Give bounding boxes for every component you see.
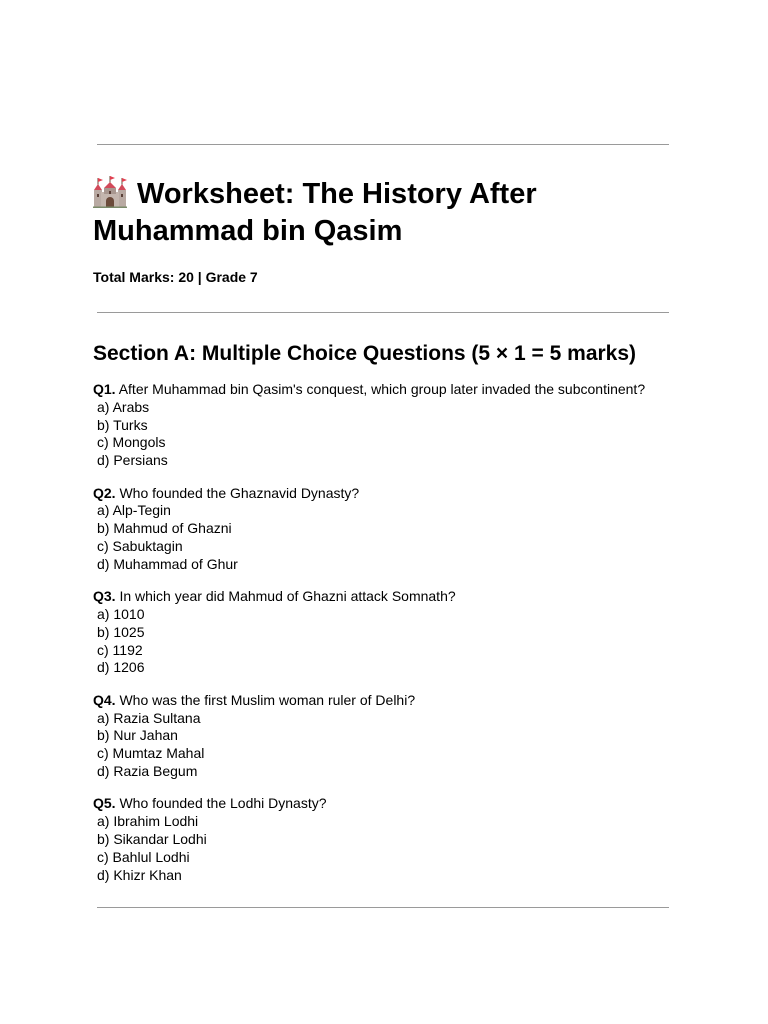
option-b: b) Sikandar Lodhi xyxy=(97,830,207,847)
question-number: Q5. xyxy=(93,795,116,812)
question-text: After Muhammad bin Qasim's conquest, which group later invaded the subcontinent? xyxy=(118,381,646,397)
option-a: a) 1010 xyxy=(97,605,145,622)
option-c: c) Mongols xyxy=(97,434,166,451)
option-a: a) Ibrahim Lodhi xyxy=(97,813,199,830)
option-d: d) Muhammad of Ghur xyxy=(97,555,238,572)
option-a: a) Razia Sultana xyxy=(97,709,201,726)
option-b: b) Turks xyxy=(97,416,148,433)
question-number: Q2. xyxy=(93,484,116,501)
option-a: a) Alp-Tegin xyxy=(97,502,171,519)
question-text: In which year did Mahmud of Ghazni attack Somnath? xyxy=(119,588,456,605)
question-5 xyxy=(93,795,713,884)
question-4 xyxy=(93,692,713,781)
top-divider xyxy=(97,144,669,145)
option-d: d) Razia Begum xyxy=(97,762,198,779)
section-a-heading: Section A: Multiple Choice Questions (5 × 1 = 5 marks) xyxy=(93,342,637,365)
question-1 xyxy=(93,381,713,470)
option-d: d) 1206 xyxy=(97,659,145,676)
option-b: b) 1025 xyxy=(97,623,145,640)
question-number: Q3. xyxy=(93,588,116,605)
option-d: d) Khizr Khan xyxy=(97,866,182,883)
worksheet-meta: Total Marks: 20 | Grade 7 xyxy=(93,269,258,285)
bottom-divider xyxy=(97,907,669,908)
option-c: c) 1192 xyxy=(97,641,143,658)
option-c: c) Bahlul Lodhi xyxy=(97,848,190,865)
castle-icon xyxy=(93,176,127,208)
worksheet-title-block xyxy=(93,176,693,250)
question-list xyxy=(93,381,713,899)
question-text: Who was the first Muslim woman ruler of Delhi? xyxy=(119,691,416,708)
question-number: Q1. xyxy=(93,381,116,397)
option-b: b) Mahmud of Ghazni xyxy=(97,520,232,537)
question-number: Q4. xyxy=(93,691,116,708)
option-d: d) Persians xyxy=(97,452,168,469)
worksheet-title: Worksheet: The History After Muhammad bin Qasim xyxy=(93,178,537,247)
question-3 xyxy=(93,588,713,677)
option-c: c) Mumtaz Mahal xyxy=(97,745,205,762)
option-c: c) Sabuktagin xyxy=(97,537,183,554)
option-a: a) Arabs xyxy=(97,398,150,415)
header-divider xyxy=(97,312,669,313)
option-b: b) Nur Jahan xyxy=(97,727,178,744)
question-text: Who founded the Lodhi Dynasty? xyxy=(119,795,327,812)
question-2 xyxy=(93,485,713,574)
question-text: Who founded the Ghaznavid Dynasty? xyxy=(119,484,360,501)
